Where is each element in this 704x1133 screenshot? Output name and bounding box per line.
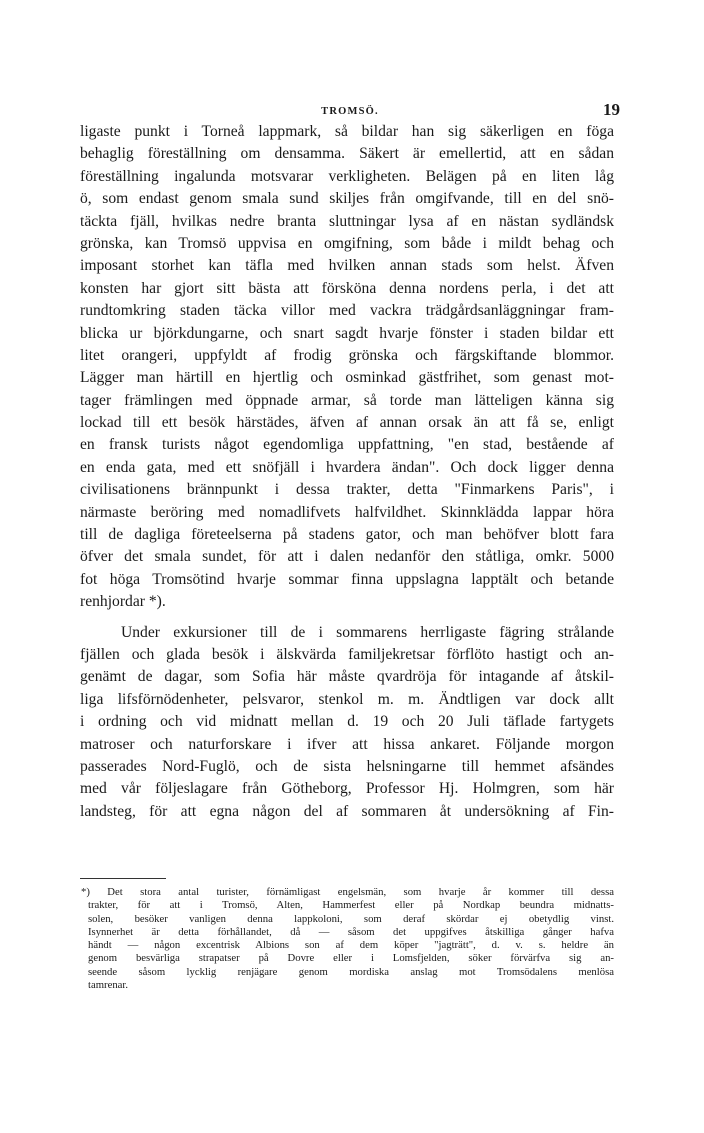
text-line: en fransk turists något egendomliga uppfattning, "en stad, bestående af bbox=[80, 436, 614, 454]
text-line: en enda gata, med ett snöfjäll i hvardera ändan". Och dock ligger denna bbox=[80, 458, 614, 476]
text-line: till de dagliga företeelserna på stadens gator, och man behöfver blott fara bbox=[80, 526, 614, 544]
footnote-line: *) Det stora antal turister, förnämligast engelsmän, som hvarje år kommer till dessa bbox=[81, 886, 614, 898]
text-line: ö, som endast genom smala sund skiljes från omgifvande, till en del snö- bbox=[80, 190, 614, 208]
text-line: med vår följeslagare från Götheborg, Professor Hj. Holmgren, som här bbox=[80, 780, 614, 798]
running-head: TROMSÖ. bbox=[321, 106, 379, 117]
footnote-line: solen, besöker vanligen denna lappkoloni, som deraf skördar ej obetydlig vinst. bbox=[88, 912, 614, 925]
text-line: öfver det smala sundet, för att i dalen nedanför den ståtliga, omkr. 5000 bbox=[80, 548, 614, 566]
text-line: fjällen och glada besök i älskvärda familjekretsar förflöto hastigt och an- bbox=[80, 645, 614, 663]
footnote-line: trakter, för att i Tromsö, Alten, Hammerfest eller på Nordkap beundra midnatts- bbox=[88, 899, 614, 912]
text-line: ligaste punkt i Torneå lappmark, så bildar han sig säkerligen en föga bbox=[80, 123, 614, 140]
footnote-line: händt — någon excentrisk Albions son af dem köper "jagträtt", d. v. s. heldre än bbox=[88, 939, 614, 952]
text-line: föreställning ingalunda motsvarar verkligheten. Belägen på en liten låg bbox=[80, 167, 614, 185]
text-line: fot höga Tromsötind hvarje sommar finna uppslagna lapptält och betande bbox=[80, 570, 614, 588]
paragraph-2 bbox=[80, 622, 614, 824]
text-line: liga lifsförnödenheter, pelsvaror, stenkol m. m. Ändtligen var dock allt bbox=[80, 690, 614, 708]
paragraph-1 bbox=[80, 121, 614, 614]
text-line: behaglig föreställning om densamma. Säkert är emellertid, att en sådan bbox=[80, 145, 614, 163]
text-line: konsten har gjort sitt bästa att försköna denna nordens perla, i det att bbox=[80, 279, 614, 297]
footnote bbox=[81, 886, 614, 992]
body-text bbox=[80, 121, 614, 823]
text-line: civilisationens brännpunkt i dessa trakter, detta "Finmarkens Paris", i bbox=[80, 481, 614, 499]
text-line: lockad till ett besök härstädes, äfven af annan orsak än att få se, enligt bbox=[80, 414, 614, 432]
footnote-rule bbox=[80, 878, 166, 879]
text-line: Under exkursioner till de i sommarens herrligaste fägring strålande bbox=[121, 623, 614, 641]
text-line: i ordning och vid midnatt mellan d. 19 och 20 Juli täflade fartygets bbox=[80, 713, 614, 731]
text-line: imposant storhet kan täfla med hvilken annan stads som helst. Äfven bbox=[80, 257, 614, 275]
paragraph-gap bbox=[80, 614, 614, 622]
text-line: blicka ur björkdungarne, och snart sagdt hvarje fönster i staden bildar ett bbox=[80, 324, 614, 342]
text-line: grönska, kan Tromsö uppvisa en omgifning, som både i mildt behag och bbox=[80, 234, 614, 252]
text-line: tager främlingen med öppnade armar, så torde man lätteligen känna sig bbox=[80, 391, 614, 409]
text-line: närmaste beröring med nomadlifvets halfvildhet. Skinnklädda lappar höra bbox=[80, 503, 614, 521]
text-line: passerades Nord-Fuglö, och de sista helsningarne till hemmet afsändes bbox=[80, 757, 614, 775]
footnote-line: tamrenar. bbox=[88, 979, 129, 992]
text-line: matroser och naturforskare i ifver att hissa ankaret. Följande morgon bbox=[80, 735, 614, 753]
text-line: genämt de dagar, som Sofia här måste qvardröja för intagande af åtskil- bbox=[80, 668, 614, 686]
text-line: rundtomkring staden täcka villor med vackra trädgårdsanläggningar fram- bbox=[80, 302, 614, 320]
text-line: Lägger man härtill en hjertlig och osminkad gästfrihet, som genast mot- bbox=[80, 369, 614, 387]
text-line: litet orangeri, uppfyldt af frodig grönska och färgskiftande blommor. bbox=[80, 346, 614, 364]
text-line: landsteg, för att egna någon del af sommaren åt undersökning af Fin- bbox=[80, 802, 614, 820]
footnote-line: Isynnerhet är detta förhållandet, då — såsom det uppgifves åtskilliga gånger hafva bbox=[88, 925, 614, 938]
page-number: 19 bbox=[603, 100, 620, 119]
text-line: renhjordar *). bbox=[80, 593, 166, 611]
footnote-line: seende såsom lycklig renjägare genom mordiska anslag mot Tromsödalens menlösa bbox=[88, 965, 614, 978]
text-line: täckta fjäll, hvilkas nedre branta sluttningar lysa af en nästan sydländsk bbox=[80, 212, 614, 230]
footnote-line: genom besvärliga strapatser på Dovre eller i Lomsfjelden, söker förvärfva sig an- bbox=[88, 952, 614, 965]
